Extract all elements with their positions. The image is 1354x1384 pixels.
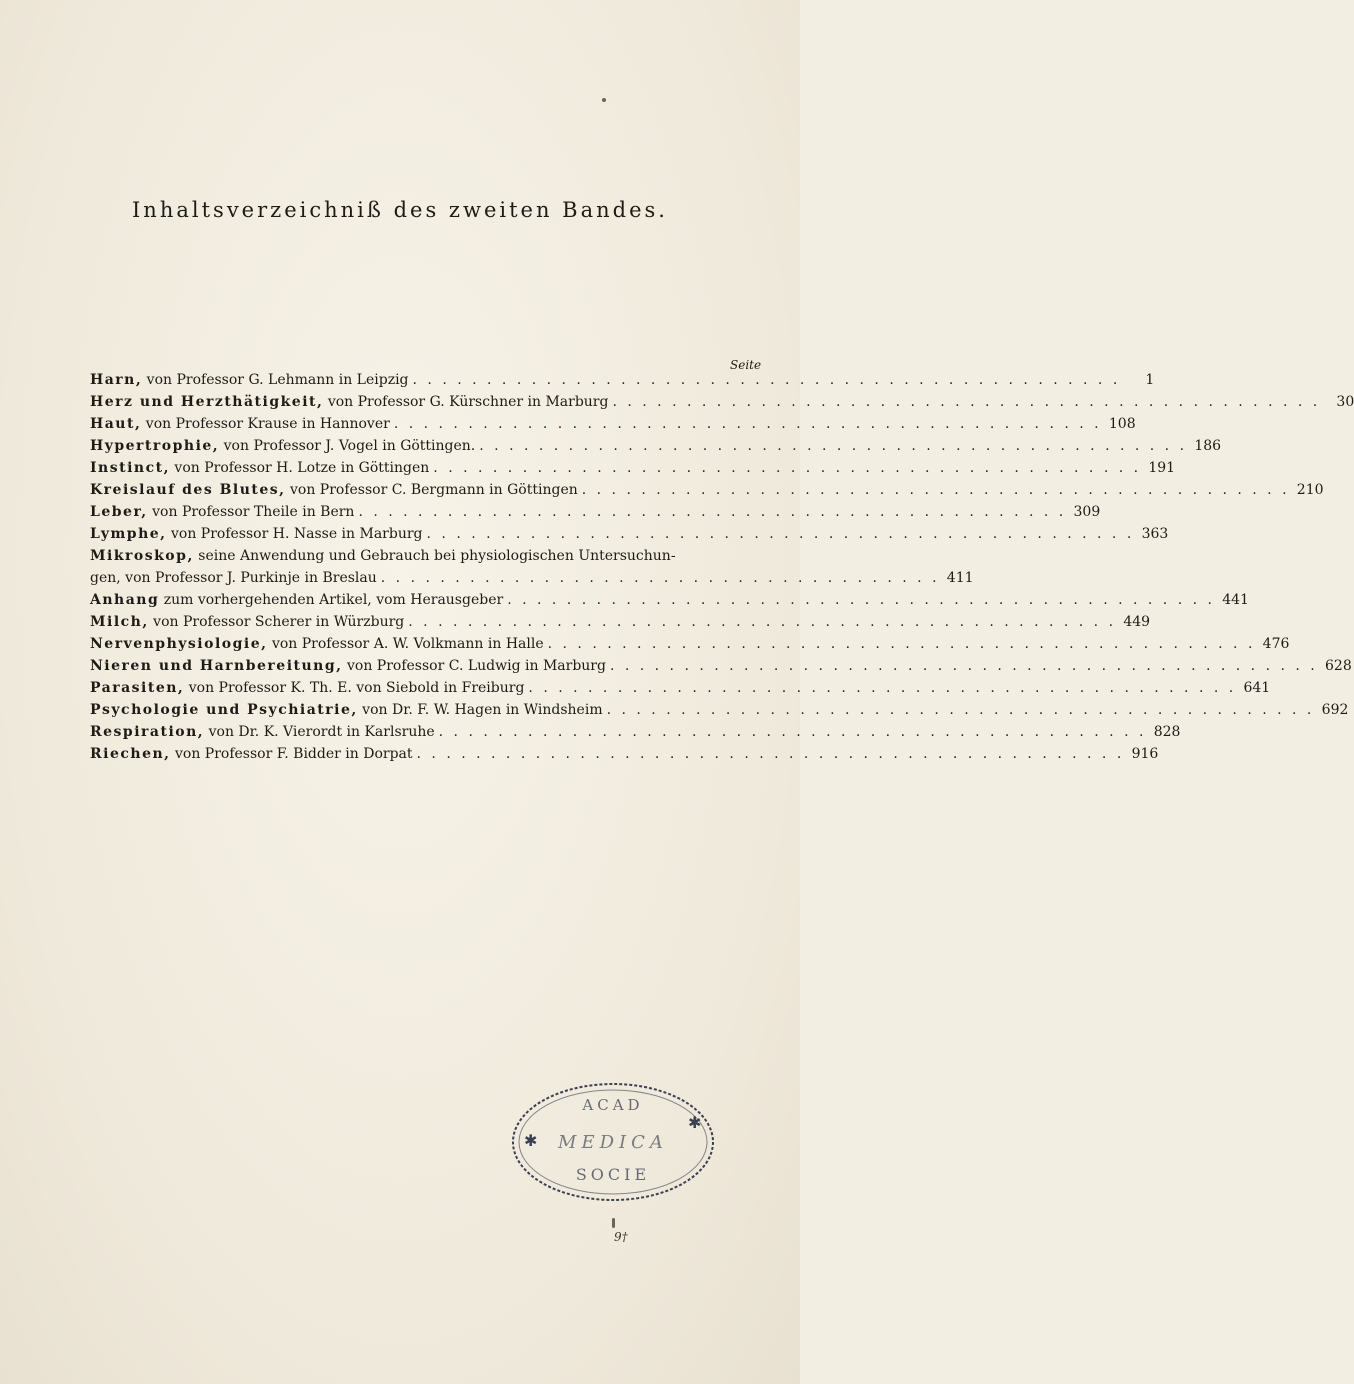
dot-leader: . . . . . . . . . . . . . . . . . . . . . . . . . . . . . . . . . . . . . . . . . . . . . . . . <box>609 658 1318 674</box>
toc-topic: Kreislauf des Blutes, <box>90 482 286 498</box>
toc-author: von Professor K. Th. E. von Siebold in Freiburg <box>184 680 525 696</box>
toc-author: seine Anwendung und Gebrauch bei physiologischen Untersuchun- <box>193 548 676 564</box>
toc-entry-text <box>90 614 404 630</box>
library-stamp <box>508 1076 718 1206</box>
dot-leader: . . . . . . . . . . . . . . . . . . . . . . . . . . . . . . . . . . . . . . . . . . . . . . . . <box>358 504 1067 520</box>
page-title: Inhaltsverzeichniß des zweiten Bandes. <box>132 198 668 222</box>
toc-entry <box>90 526 1169 548</box>
toc-entry-text <box>90 394 608 410</box>
toc-topic: Parasiten, <box>90 680 185 696</box>
toc-page-number: 449 <box>1123 614 1151 630</box>
toc-page-number: 692 <box>1321 702 1349 718</box>
toc-entry-text <box>90 504 354 520</box>
toc-page-number: 30 <box>1336 394 1354 410</box>
toc-entry <box>90 438 1222 460</box>
page-column-label: Seite <box>730 358 762 372</box>
toc-topic: Harn, <box>90 372 143 388</box>
toc-entry-text <box>90 372 409 388</box>
toc-author: von Professor Scherer in Würzburg <box>148 614 405 630</box>
toc-page-number: 828 <box>1153 724 1181 740</box>
toc-entry <box>90 372 1155 394</box>
dot-leader: . . . . . . . . . . . . . . . . . . . . . . . . . . . . . . . . . . . . . . . . . . . . . . . . <box>547 636 1256 652</box>
toc-entry-text <box>90 482 578 498</box>
toc-entry-text <box>90 460 429 476</box>
toc-entry <box>90 724 1181 746</box>
dot-leader: . . . . . . . . . . . . . . . . . . . . . . . . . . . . . . . . . . . . . . . . . . . . . . . . <box>528 680 1237 696</box>
toc-topic: Herz und Herzthätigkeit, <box>90 394 324 410</box>
toc-page-number: 108 <box>1108 416 1136 432</box>
toc-author: von Professor C. Bergmann in Göttingen <box>285 482 578 498</box>
stamp-star-icon: ✱ <box>688 1113 702 1132</box>
dot-leader: . . . . . . . . . . . . . . . . . . . . . . . . . . . . . . . . . . . . . . . . . . . . . . . . <box>393 416 1102 432</box>
toc-topic: Nieren und Harnbereitung, <box>90 658 343 674</box>
toc-author: von Professor Theile in Bern <box>147 504 355 520</box>
toc-author: von Dr. K. Vierordt in Karlsruhe <box>204 724 435 740</box>
toc-topic: Psychologie und Psychiatrie, <box>90 702 358 718</box>
table-of-contents <box>90 372 1354 768</box>
toc-entry <box>90 592 1249 614</box>
toc-entry <box>90 680 1271 702</box>
toc-page-number: 476 <box>1262 636 1290 652</box>
toc-page-number: 309 <box>1073 504 1101 520</box>
toc-author: von Professor G. Lehmann in Leipzig <box>142 372 409 388</box>
toc-topic: Lymphe, <box>90 526 167 542</box>
toc-entry <box>90 658 1352 680</box>
dot-leader: . . . . . . . . . . . . . . . . . . . . . . . . . . . . . . . . . . . . . . . . . . . . . . . . <box>408 614 1117 630</box>
dot-leader: . . . . . . . . . . . . . . . . . . . . . . . . . . . . . . . . . . . . . . . . . . . . . . . . <box>507 592 1215 608</box>
stamp-star-icon: ✱ <box>524 1131 538 1150</box>
toc-page-number: 186 <box>1194 438 1222 454</box>
toc-author: von Professor J. Vogel in Göttingen. <box>219 438 476 454</box>
dot-leader: . . . . . . . . . . . . . . . . . . . . . . . . . . . . . . . . . . . . . . . . . . . . . . . . <box>426 526 1135 542</box>
toc-continuation-text: gen, von Professor J. Purkinje in Breslau <box>90 570 377 586</box>
toc-entry-text <box>90 658 606 674</box>
toc-topic: Mikroskop, <box>90 548 194 564</box>
toc-author: von Professor H. Lotze in Göttingen <box>169 460 430 476</box>
paper-speck <box>612 1218 615 1228</box>
toc-entry <box>90 702 1349 724</box>
toc-entry <box>90 614 1151 636</box>
toc-page-number: 411 <box>946 570 974 586</box>
dot-leader: . . . . . . . . . . . . . . . . . . . . . . . . . . . . . . . . . . . . . . . . . . . . . . . . <box>612 394 1321 410</box>
toc-author: von Professor Krause in Hannover <box>141 416 390 432</box>
toc-page-number: 1 <box>1145 372 1155 388</box>
toc-page-number: 210 <box>1296 482 1324 498</box>
toc-topic: Nervenphysiologie, <box>90 636 268 652</box>
toc-topic: Riechen, <box>90 746 171 762</box>
dot-leader: . . . . . . . . . . . . . . . . . . . . . . . . . . . . . . . . . . . . . . . . . . . . . . . . <box>479 438 1188 454</box>
toc-entry-text <box>90 724 435 740</box>
stamp-bottom-text: SOCIE <box>575 1165 651 1184</box>
paper-speck <box>602 98 606 102</box>
toc-entry-text <box>90 438 475 454</box>
toc-entry-text <box>90 746 413 762</box>
toc-page-number: 628 <box>1325 658 1352 674</box>
toc-author: von Professor C. Ludwig in Marburg <box>342 658 606 674</box>
toc-topic: Anhang <box>90 592 160 608</box>
toc-entry-text <box>90 680 524 696</box>
toc-entry-text <box>90 526 423 542</box>
dot-leader: . . . . . . . . . . . . . . . . . . . . . . . . . . . . . . . . . . . . . . . . . . . . . . . . <box>606 702 1315 718</box>
toc-entry-text <box>90 702 603 718</box>
stamp-top-text: ACAD <box>582 1096 644 1114</box>
toc-author: von Professor A. W. Volkmann in Halle <box>267 636 544 652</box>
toc-author: von Dr. F. W. Hagen in Windsheim <box>357 702 603 718</box>
toc-author: von Professor F. Bidder in Dorpat <box>170 746 413 762</box>
dot-leader: . . . . . . . . . . . . . . . . . . . . . . . . . . . . . . . . . . . . . . . . . . . . . . . . <box>433 460 1142 476</box>
toc-topic: Milch, <box>90 614 149 630</box>
toc-author: von Professor G. Kürschner in Marburg <box>323 394 609 410</box>
toc-topic: Haut, <box>90 416 142 432</box>
dot-leader: . . . . . . . . . . . . . . . . . . . . . . . . . . . . . . . . . . . . . . . . . . . . . . . . <box>581 482 1290 498</box>
toc-page-number: 363 <box>1141 526 1169 542</box>
toc-entry <box>90 416 1136 438</box>
toc-topic: Respiration, <box>90 724 205 740</box>
toc-entry-text <box>90 416 390 432</box>
toc-topic: Instinct, <box>90 460 170 476</box>
toc-author: von Professor H. Nasse in Marburg <box>166 526 423 542</box>
toc-page-number: 916 <box>1131 746 1159 762</box>
toc-page-number: 641 <box>1243 680 1271 696</box>
toc-entry <box>90 548 790 570</box>
toc-topic: Hypertrophie, <box>90 438 220 454</box>
dot-leader: . . . . . . . . . . . . . . . . . . . . . . . . . . . . . . . . . . . . . . . . . . . . . . . . <box>416 746 1125 762</box>
signature-mark: 9† <box>614 1230 628 1244</box>
toc-entry <box>90 394 1354 416</box>
dot-leader: . . . . . . . . . . . . . . . . . . . . . . . . . . . . . . . . . . . . . . . . . . . . . . . . <box>412 372 1121 388</box>
toc-author: zum vorhergehenden Artikel, vom Herausgeber <box>159 592 504 608</box>
dot-leader: . . . . . . . . . . . . . . . . . . . . . . . . . . . . . . . . . . . . . . <box>380 570 940 586</box>
dot-leader: . . . . . . . . . . . . . . . . . . . . . . . . . . . . . . . . . . . . . . . . . . . . . . . . <box>438 724 1147 740</box>
toc-entry-text <box>90 548 676 564</box>
toc-entry <box>90 636 1290 658</box>
toc-page-number: 441 <box>1222 592 1249 608</box>
toc-entry-text <box>90 636 544 652</box>
toc-entry <box>90 504 1101 526</box>
toc-topic: Leber, <box>90 504 148 520</box>
toc-entry <box>90 460 1176 482</box>
toc-entry-continuation <box>90 570 974 592</box>
toc-page-number: 191 <box>1148 460 1176 476</box>
toc-entry-text <box>90 592 503 608</box>
toc-entry <box>90 482 1324 504</box>
stamp-middle-text: MEDICA <box>558 1132 668 1153</box>
toc-entry <box>90 746 1159 768</box>
